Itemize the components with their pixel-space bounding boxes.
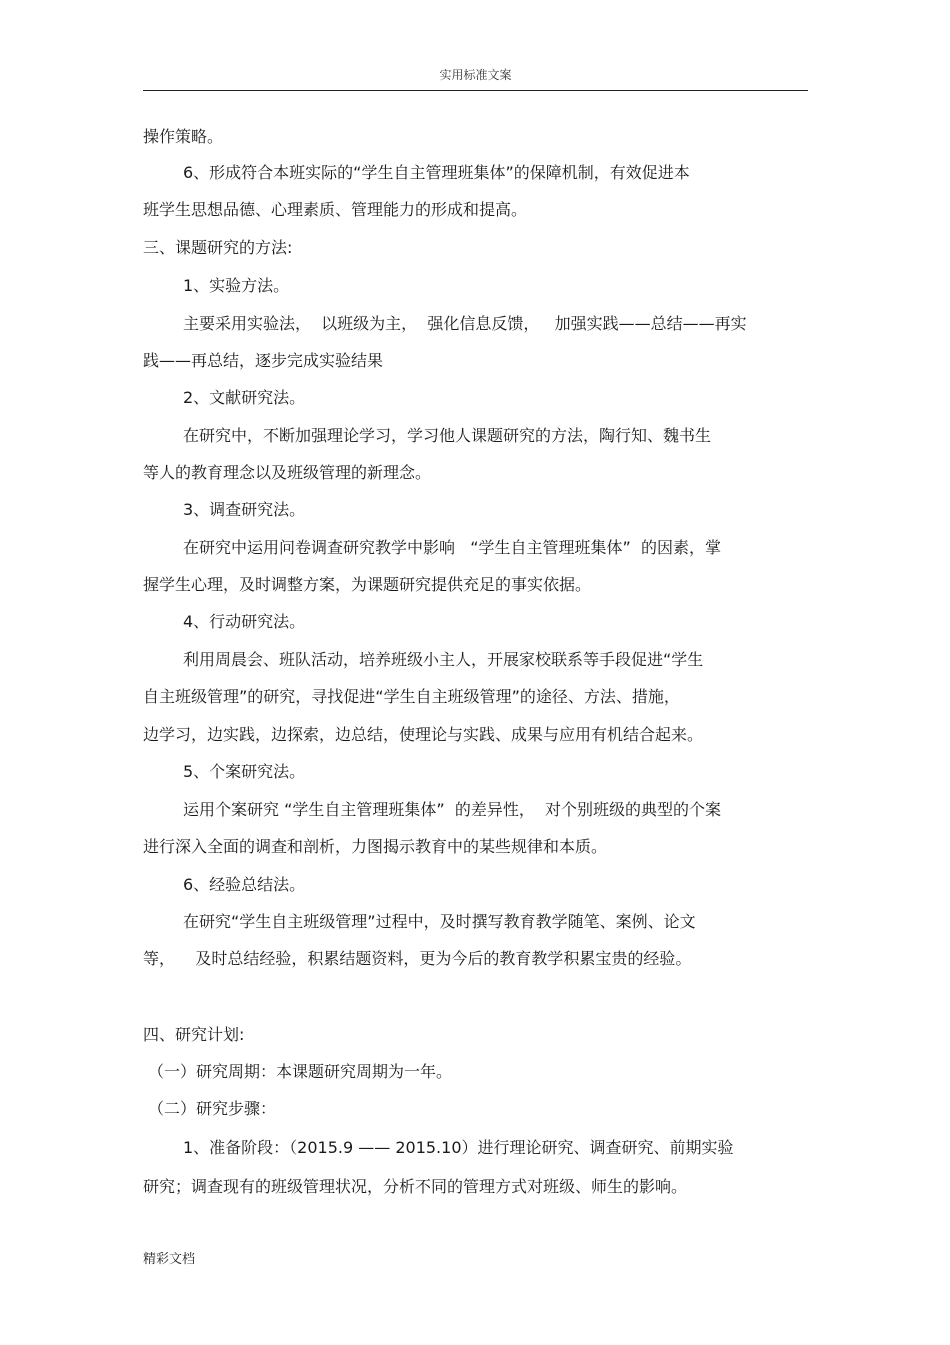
text-line: 握学生心理，及时调整方案，为课题研究提供充足的事实依据。 <box>143 575 592 594</box>
subsection-heading: 4、行动研究法。 <box>183 612 306 631</box>
text-line: 等人的教育理念以及班级管理的新理念。 <box>143 463 432 482</box>
subsection-heading: 6、经验总结法。 <box>183 875 306 894</box>
text-line: 1、准备阶段：（2015.9 —— 2015.10）进行理论研究、调查研究、前期实验 <box>183 1138 734 1157</box>
text-line: （一）研究周期：本课题研究周期为一年。 <box>148 1062 453 1081</box>
text-line: （二）研究步骤： <box>148 1099 277 1118</box>
page-footer: 精彩文档 <box>143 1252 196 1267</box>
section-heading: 四、研究计划: <box>143 1025 245 1044</box>
text-line: 研究；调查现有的班级管理状况，分析不同的管理方式对班级、师生的影响。 <box>143 1177 688 1196</box>
text-line: 6、形成符合本班实际的“学生自主管理班集体”的保障机制，有效促进本 <box>183 163 690 182</box>
text-line: 操作策略。 <box>143 127 224 146</box>
text-line: 运用个案研究 “学生自主管理班集体” 的差异性， 对个别班级的典型的个案 <box>183 800 722 819</box>
text-line: 践——再总结，逐步完成实验结果 <box>143 351 384 370</box>
text-line: 边学习，边实践，边探索，边总结，使理论与实践、成果与应用有机结合起来。 <box>143 725 704 744</box>
subsection-heading: 3、调查研究法。 <box>183 500 306 519</box>
subsection-heading: 5、个案研究法。 <box>183 762 306 781</box>
text-line: 在研究中，不断加强理论学习，学习他人课题研究的方法，陶行知、魏书生 <box>183 426 712 445</box>
subsection-heading: 2、文献研究法。 <box>183 388 306 407</box>
text-line: 班学生思想品德、心理素质、管理能力的形成和提高。 <box>143 200 528 219</box>
text-line: 等， 及时总结经验，积累结题资料，更为今后的教育教学积累宝贵的经验。 <box>143 949 692 968</box>
section-heading: 三、课题研究的方法: <box>143 238 293 257</box>
text-line: 进行深入全面的调查和剖析，力图揭示教育中的某些规律和本质。 <box>143 837 608 856</box>
text-line: 在研究中运用问卷调查研究教学中影响 “学生自主管理班集体” 的因素，掌 <box>183 538 722 557</box>
text-line: 利用周晨会、班队活动，培养班级小主人，开展家校联系等手段促进“学生 <box>183 650 704 669</box>
text-line: 主要采用实验法， 以班级为主， 强化信息反馈， 加强实践——总结——再实 <box>183 314 747 333</box>
header-divider <box>143 90 808 91</box>
page-header: 实用标准文案 <box>439 68 512 82</box>
text-line: 在研究“学生自主班级管理”过程中，及时撰写教育教学随笔、案例、论文 <box>183 912 696 931</box>
text-line: 自主班级管理”的研究，寻找促进“学生自主班级管理”的途径、方法、措施， <box>143 687 680 706</box>
subsection-heading: 1、实验方法。 <box>183 276 290 295</box>
